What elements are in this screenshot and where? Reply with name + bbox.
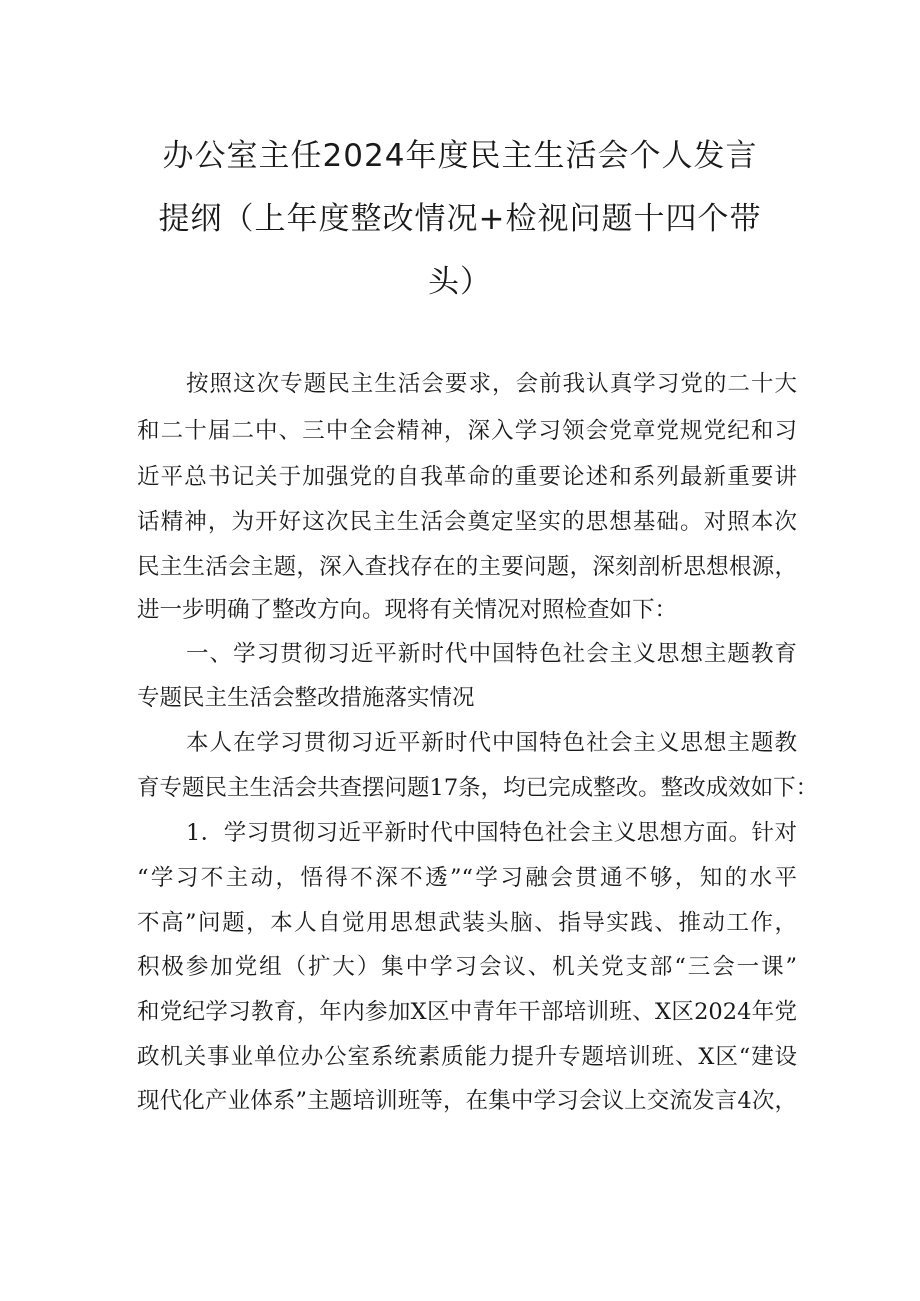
- document-title-line-3: 头）: [428, 264, 492, 300]
- intro-paragraph-line: 话精神，为开好这次民主生活会奠定坚实的思想基础。对照本次: [137, 509, 797, 535]
- item-1-line: 政机关事业单位办公室系统素质能力提升专题培训班、X区“建设: [137, 1044, 797, 1070]
- item-1-line: 不高”问题，本人自觉用思想武装头脑、指导实践、推动工作，: [137, 910, 797, 936]
- section-heading-line: 专题民主生活会整改措施落实情况: [137, 685, 475, 711]
- document-title-line-2: 提纲（上年度整改情况+检视问题十四个带: [158, 201, 762, 237]
- intro-paragraph-line: 近平总书记关于加强党的自我革命的重要论述和系列最新重要讲: [137, 464, 797, 490]
- intro-paragraph-line: 民主生活会主题，深入查找存在的主要问题，深刻剖析思想根源，: [137, 554, 797, 580]
- intro-paragraph-line: 进一步明确了整改方向。现将有关情况对照检查如下：: [137, 597, 678, 623]
- item-1-line: 和党纪学习教育，年内参加X区中青年干部培训班、X区2024年党: [137, 999, 797, 1025]
- intro-paragraph-line: 按照这次专题民主生活会要求，会前我认真学习党的二十大: [186, 371, 797, 397]
- intro-paragraph-line: 和二十届二中、三中全会精神，深入学习领会党章党规党纪和习: [137, 418, 797, 444]
- document-title-line-1: 办公室主任2024年度民主生活会个人发言: [162, 138, 758, 174]
- item-1-line: 积极参加党组（扩大）集中学习会议、机关党支部“三会一课”: [137, 954, 797, 980]
- section-body-line: 育专题民主生活会共查摆问题17条，均已完成整改。整改成效如下：: [137, 775, 819, 801]
- section-body-line: 本人在学习贯彻习近平新时代中国特色社会主义思想主题教: [186, 730, 797, 756]
- item-1-line: “学习不主动，悟得不深不透”“学习融会贯通不够，知的水平: [137, 865, 797, 891]
- item-1-line: 1．学习贯彻习近平新时代中国特色社会主义思想方面。针对: [186, 820, 797, 846]
- item-1-line: 现代化产业体系”主题培训班等，在集中学习会议上交流发言4次，: [137, 1088, 797, 1114]
- section-heading-line: 一、学习贯彻习近平新时代中国特色社会主义思想主题教育: [186, 641, 797, 667]
